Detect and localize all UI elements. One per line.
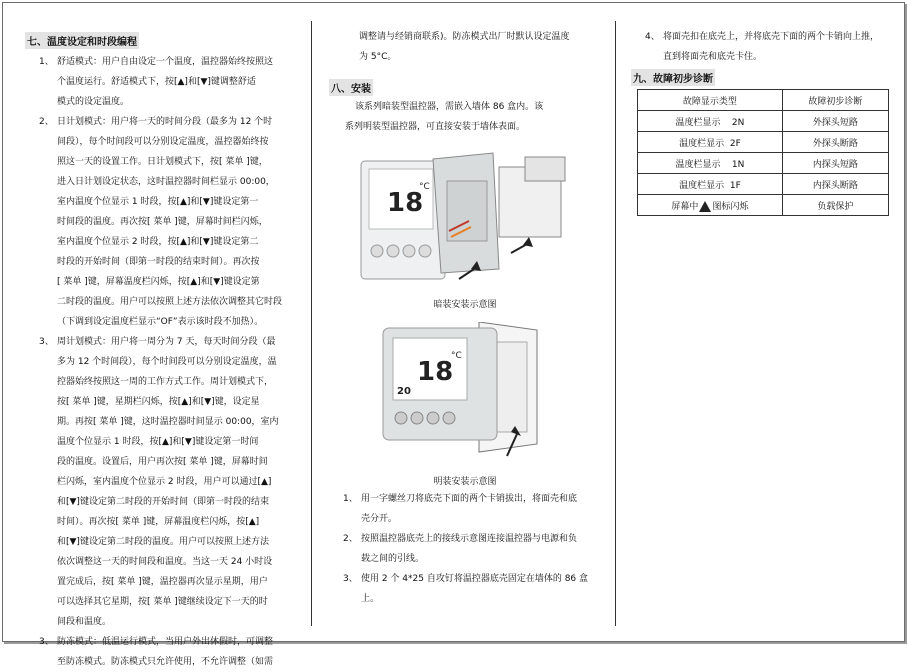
item-line: 置完成后，按[ 菜单 ]键，温控器再次显示星期，用户 [57, 577, 268, 587]
surface-mount-diagram [329, 322, 601, 466]
table-row [638, 132, 889, 153]
list-item [25, 112, 305, 332]
item-line: 照这一天的设置工作。日计划模式下，按[ 菜单 ]键， [57, 157, 268, 167]
item-line: 时间段的温度。再次按[ 菜单 ]键，屏幕时间栏闪烁， [57, 217, 268, 227]
table-cell: 温度栏显示 2N [638, 111, 783, 132]
table-cell: 负载保护 [782, 195, 888, 216]
item-line: 进入日计划设定状态，这时温控器时间栏显示 00:00， [57, 177, 275, 187]
svg-text:18: 18 [387, 188, 424, 218]
item-line: 个温度运行。舒适模式下，按[▲]和[▼]键调整舒适 [57, 77, 256, 87]
table-row [638, 153, 889, 174]
item-line: 控器始终按照这一周的工作方式工作。周计划模式下， [57, 377, 274, 387]
svg-text:°C: °C [419, 182, 430, 192]
table-header: 故障显示类型 [638, 90, 783, 111]
item-number: 3、 [39, 637, 54, 647]
item-number: 2、 [343, 534, 358, 544]
item-line: 时间）。再次按[ 菜单 ]键，屏幕温度栏闪烁，按[▲] [57, 517, 260, 527]
item-number: 2、 [39, 117, 54, 127]
item-line: 防冻模式：低温运行模式，当用户外出休假时，可调整 [57, 637, 274, 647]
item-line: 至防冻模式。防冻模式只允许使用，不允许调整（如需 [57, 657, 274, 667]
section-title-install: 八、安装 [329, 79, 373, 96]
item-number: 4、 [645, 32, 660, 42]
caption-surface-mount: 明装安装示意图 [433, 477, 497, 487]
item-line: 周计划模式：用户将一周分为 7 天，每天时间分段（最 [57, 337, 276, 347]
svg-text:°C: °C [451, 351, 462, 361]
item-line: 使用 2 个 4*25 自攻钉将温控器底壳固定在墙体的 86 盒 [361, 574, 589, 584]
item-line: 上。 [361, 594, 380, 604]
table-cell: 温度栏显示 2F [638, 132, 783, 153]
list-item [631, 27, 899, 67]
item-line: 期。再按[ 菜单 ]键，这时温控器时间显示 00:00，室内 [57, 417, 279, 427]
item-line: 时段的开始时间（即第一时段的结束时间）。再次按 [57, 257, 260, 267]
svg-text:18: 18 [417, 357, 454, 387]
item-line: 间段），每个时间段可以分别设定温度，温控器始终按 [57, 137, 269, 147]
item-line: 和[▼]键设定第二时段的开始时间（即第一时段的结束 [57, 497, 269, 507]
table-cell: 屏幕中 图标闪烁 [638, 195, 783, 216]
item-line: 室内温度个位显示 1 时段，按[▲]和[▼]键设定第一 [57, 197, 259, 207]
surface-mount-illustration [329, 322, 601, 466]
table-row [638, 195, 889, 216]
table-header-row [638, 90, 889, 111]
flush-mount-diagram [329, 151, 601, 291]
column-left [25, 3, 305, 672]
item-line: （下调到设定温度栏显示“OF”表示该时段不加热）。 [57, 317, 264, 327]
item-line: 按照温控器底壳上的接线示意图连接温控器与电源和负 [361, 534, 578, 544]
column-divider [615, 21, 616, 626]
item-line: 间段和温度。 [57, 617, 112, 627]
list-item [25, 632, 305, 672]
table-cell: 内探头短路 [782, 153, 888, 174]
table-row [638, 174, 889, 195]
table-header: 故障初步诊断 [782, 90, 888, 111]
diagnosis-table [637, 89, 889, 216]
item-line: 用一字螺丝刀将底壳下面的两个卡销拔出，将面壳和底 [361, 494, 578, 504]
table-cell: 温度栏显示 1F [638, 174, 783, 195]
item-line: 直到将面壳和底壳卡住。 [663, 52, 763, 62]
item-line: 依次调整这一天的时间段和温度。当这一天 24 小时设 [57, 557, 273, 567]
continuation-text: 调整请与经销商联系)。防冻模式出厂时默认设定温度 为 5°C。 [359, 32, 570, 62]
item-line: 日计划模式：用户将一天的时间分段（最多为 12 个时 [57, 117, 273, 127]
warning-icon [699, 201, 711, 212]
table-row [638, 111, 889, 132]
column-right [631, 3, 899, 216]
table-cell: 温度栏显示 1N [638, 153, 783, 174]
item-line: 将面壳扣在底壳上，并将底壳下面的两个卡销向上推， [663, 32, 880, 42]
item-number: 3、 [39, 337, 54, 347]
item-line: 栏闪烁，室内温度个位显示 2 时段，用户可以通过[▲] [57, 477, 272, 487]
item-line: 壳分开。 [361, 514, 398, 524]
item-number: 3、 [343, 574, 358, 584]
list-item [329, 529, 601, 569]
item-line: 可以选择其它星期，按[ 菜单 ]键继续设定下一天的时 [57, 597, 268, 607]
section-title-diagnosis: 九、故障初步诊断 [631, 69, 715, 86]
item-line: 段的温度。设置后，用户再次按[ 菜单 ]键，屏幕时间 [57, 457, 268, 467]
item-line: [ 菜单 ]键，屏幕温度栏闪烁，按[▲]和[▼]键设定第 [57, 277, 260, 287]
flush-mount-illustration [329, 151, 601, 291]
list-item [329, 569, 601, 609]
list-item [25, 332, 305, 632]
svg-text:20: 20 [397, 386, 411, 397]
page-frame [2, 2, 905, 667]
item-number: 1、 [343, 494, 358, 504]
section-title-temperature: 七、温度设定和时段编程 [25, 32, 139, 49]
item-line: 和[▼]键设定第二时段的温度。用户可以按照上述方法 [57, 537, 269, 547]
item-line: 模式的设定温度。 [57, 97, 130, 107]
item-line: 室内温度个位显示 2 时段，按[▲]和[▼]键设定第二 [57, 237, 259, 247]
item-line: 载之间的引线。 [361, 554, 425, 564]
table-cell: 内探头断路 [782, 174, 888, 195]
table-cell: 外探头断路 [782, 132, 888, 153]
item-line: 舒适模式：用户自由设定一个温度，温控器始终按照这 [57, 57, 274, 67]
item-line: 二时段的温度。用户可以按照上述方法依次调整其它时段 [57, 297, 283, 307]
item-line: 多为 12 个时间段），每个时间段可以分别设定温度，温 [57, 357, 277, 367]
column-middle: 调整请与经销商联系)。防冻模式出厂时默认设定温度 为 5°C。 八、安装 该系列暗装型温控器，需嵌入墙体 86 盒内。该 系列明装型温控器，可直接安装于墙体表面。 18 °C 暗装安装示意图 18 °C 20 明装安装示意图 1、 用一字螺丝刀将底壳下面的两个卡销拔出，将面壳和底 壳分开。 2、 按照温控器底壳上的接线示意图连接温控器与电源和负 载之间的引线。 3、 使用 2 个 4*25 自攻钉将温控器底壳固定在墙体的 86 盒 上。 [329, 3, 601, 609]
column-divider [311, 21, 312, 626]
item-line: 温度个位显示 1 时段，按[▲]和[▼]键设定第一时间 [57, 437, 259, 447]
item-line: 按[ 菜单 ]键，星期栏闪烁，按[▲]和[▼]键，设定星 [57, 397, 260, 407]
list-item [25, 52, 305, 112]
caption-flush-mount: 暗装安装示意图 [433, 300, 497, 310]
table-cell: 外探头短路 [782, 111, 888, 132]
list-item [329, 489, 601, 529]
item-number: 1、 [39, 57, 54, 67]
